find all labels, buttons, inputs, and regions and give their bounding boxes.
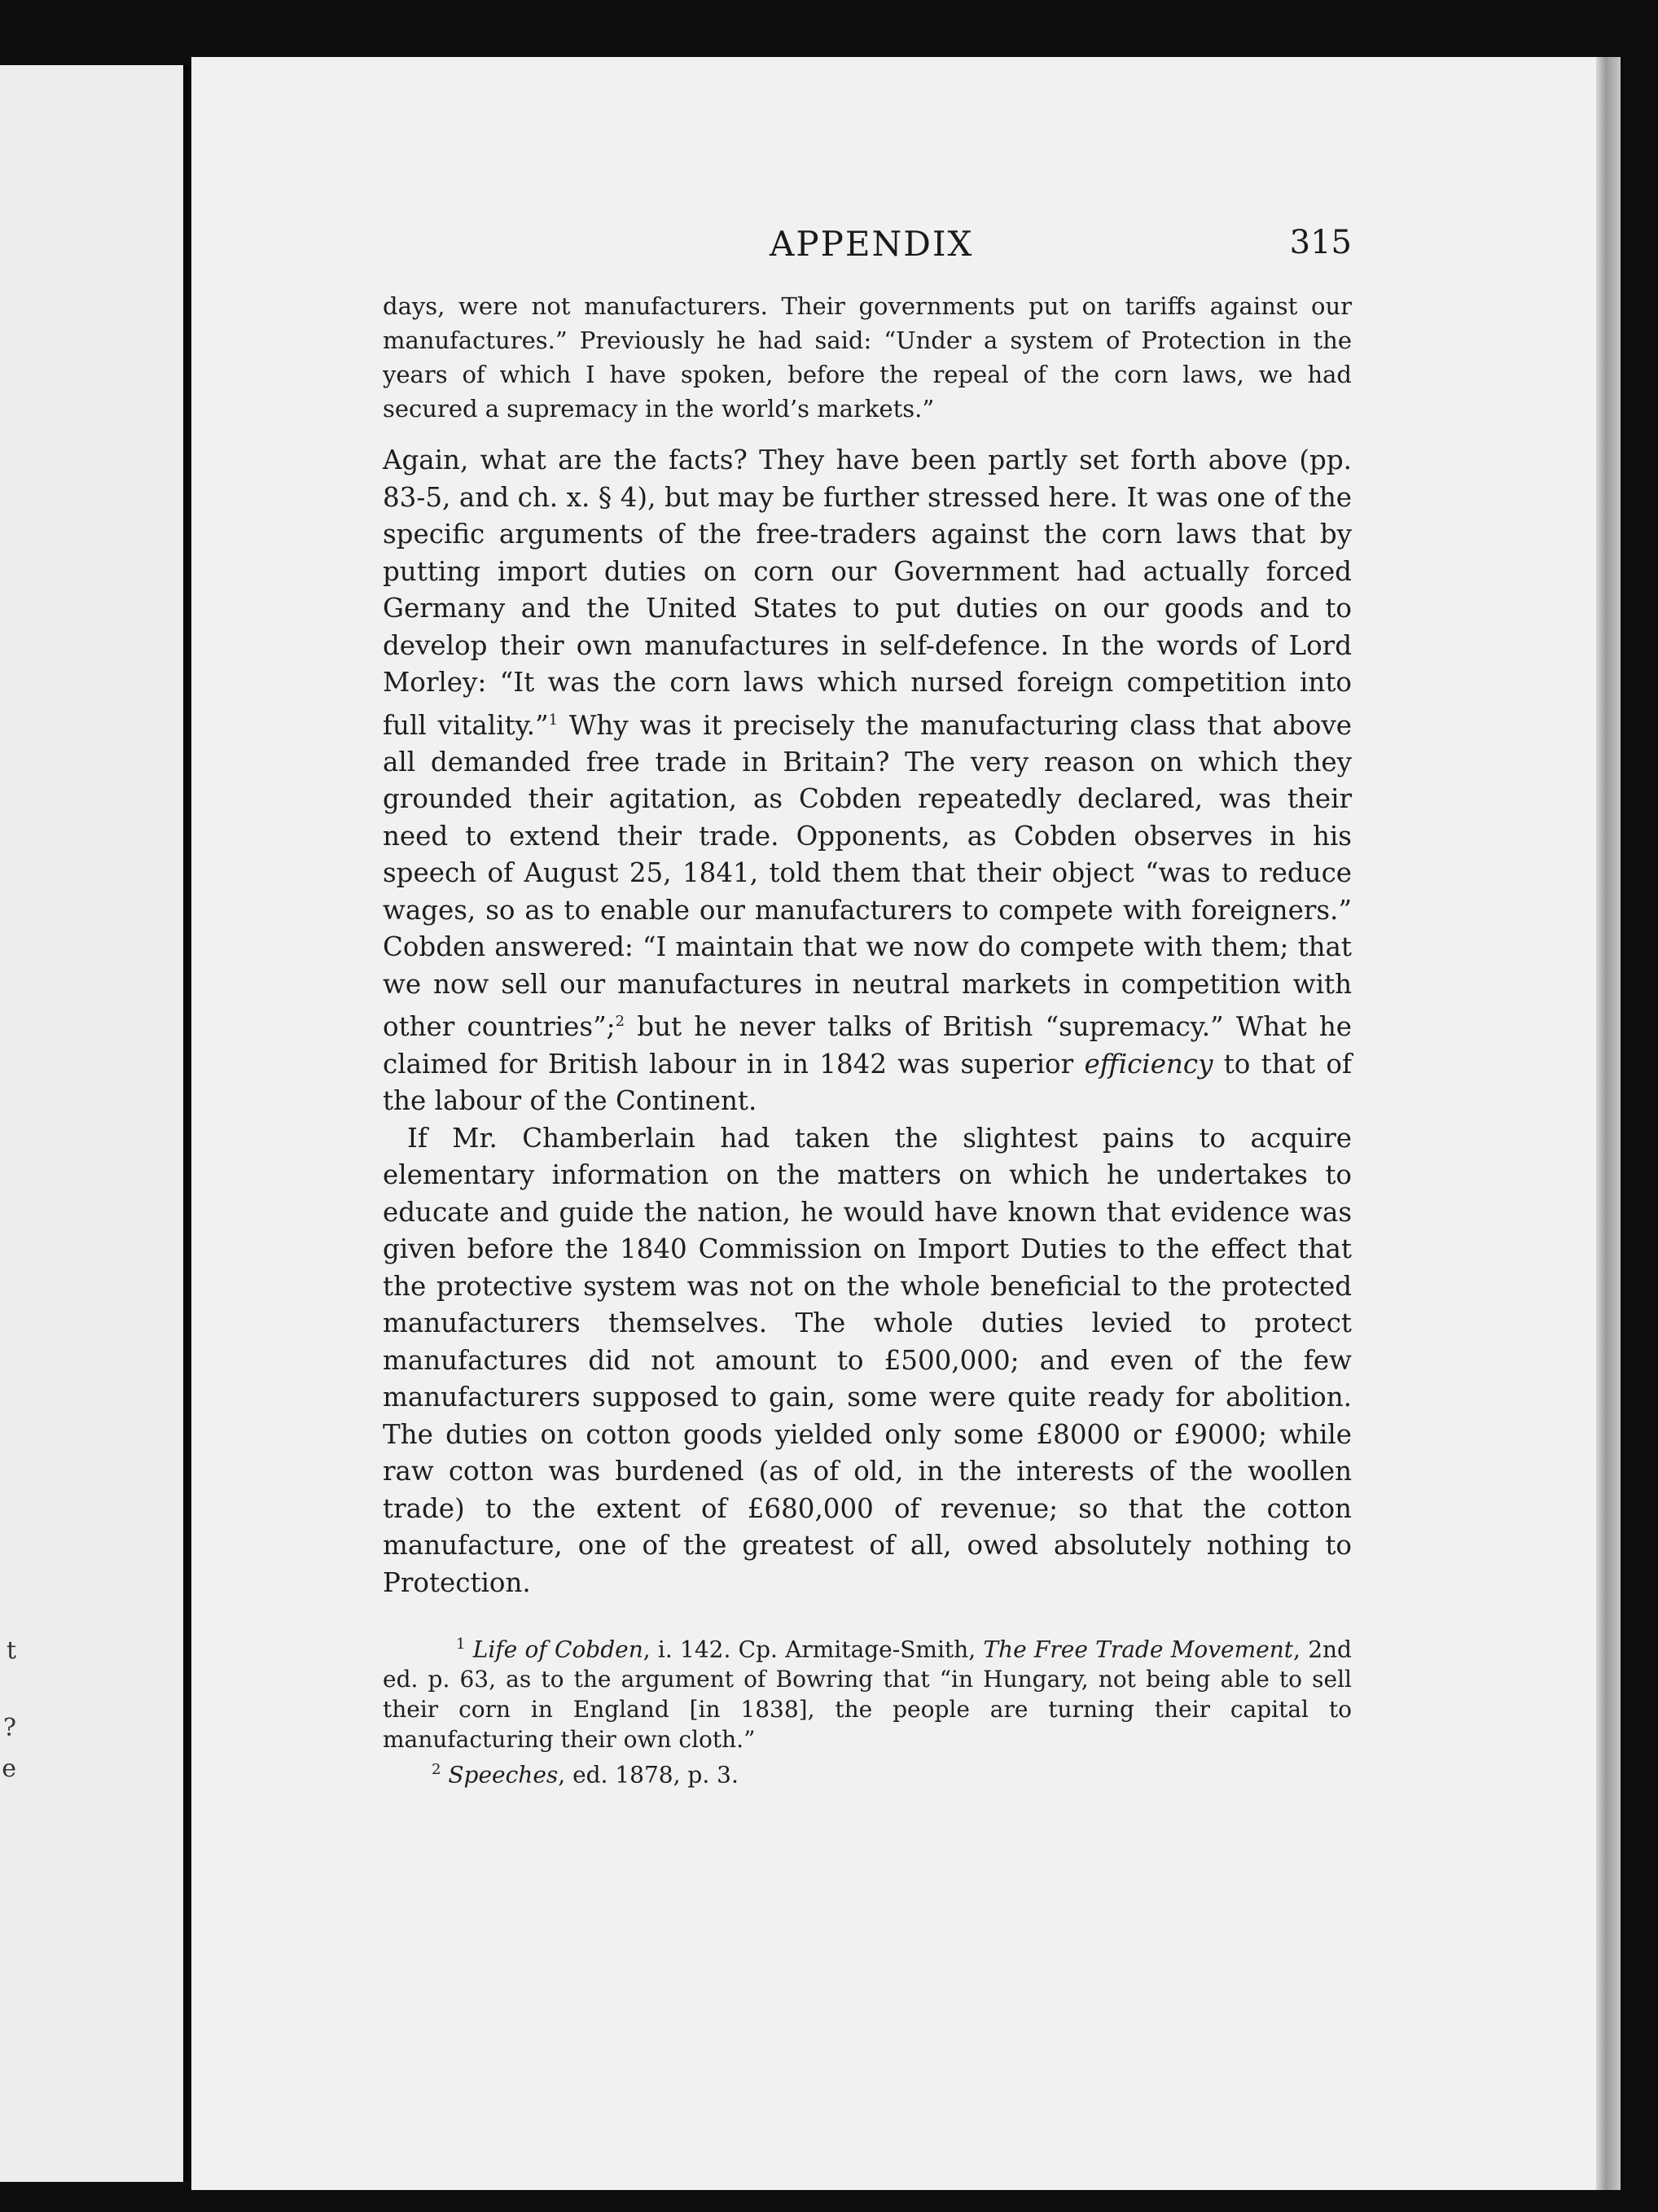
page-number: 315: [1289, 224, 1352, 261]
book-gutter: [183, 65, 191, 2182]
paragraph-text: Again, what are the facts? They have been partly set forth above (pp. 83-5, and ch. x. § 4), but may be further stressed here. It was one of the specific arguments of the free-traders against the corn laws that by putting import duties on corn our Government had actually forced Germany and the United States to put duties on our goods and to develop their own manufactures in self-defence. In the words of Lord Morley: “It was the corn laws which nursed foreign competition into full vitality.”: [383, 445, 1352, 741]
paragraph-chamberlain: If Mr. Chamberlain had taken the slightest pains to acquire elementary information on the matters on which he undertakes to educate and guide the nation, he would have known that evidence was given before the 1840 Commission on Import Duties to the effect that the protective system was not on the whole beneficial to the protected manufacturers themselves. The whole duties levied to protect manufactures did not amount to £500,000; and even of the few manufacturers supposed to gain, some were quite ready for abolition. The duties on cotton goods yielded only some £8000 or £9000; while raw cotton was burdened (as of old, in the interests of the woollen trade) to the extent of £680,000 of revenue; so that the cotton manufacture, one of the greatest of all, owed absolutely nothing to Protection.: [383, 1122, 1352, 1598]
footnote-title: Life of Cobden: [472, 1636, 643, 1663]
footnote-title: Speeches: [448, 1761, 559, 1789]
footnote-mark: 2: [432, 1761, 441, 1779]
footnote-ref-1: 1: [548, 711, 559, 729]
italic-word: efficiency: [1084, 1048, 1213, 1080]
footnote-text: , ed. 1878, p. 3.: [558, 1761, 739, 1789]
paragraph-again-facts: [383, 442, 1352, 1120]
running-head: [383, 224, 1352, 273]
footnote-ref-2: 2: [615, 1013, 625, 1031]
paragraph-text: Why was it precisely the manufacturing class that above all demanded free trade in Britain? The very reason on which they grounded their agitation, as Cobden repeatedly declared, was their need to extend their trade. Opponents, as Cobden observes in his speech of August 25, 1841, told them that their object “was to reduce wages, so as to enable our manufacturers to compete with foreigners.” Cobden answered: “I maintain that we now do compete with them; that we now sell our manufactures in neutral markets in competition with other countries”;: [383, 709, 1352, 1043]
running-head-title: APPENDIX: [770, 224, 974, 264]
left-page-edge: [0, 65, 183, 2182]
paragraph-text: to that of the labour of the Continent.: [383, 1048, 1352, 1117]
footnote-text: , 2nd ed. p. 63, as to the argument of Bowring that “in Hungary, not being able to sell their corn in England [in 1838], the people are turning their capital to manufacturing their own cloth.”: [383, 1636, 1352, 1754]
paragraph-text: but he never talks of British “supremacy.” What he claimed for British labour in in 1842 was superior: [383, 1011, 1352, 1080]
page-body: [383, 289, 1352, 1790]
footnote-mark: 1: [456, 1636, 466, 1654]
footnote-text: , i. 142. Cp. Armitage-Smith,: [643, 1636, 984, 1663]
footnote-title: The Free Trade Movement: [983, 1636, 1294, 1663]
left-margin-glyph: ?: [2, 1714, 16, 1742]
footnote-1: [383, 1629, 1352, 1754]
footnotes: [383, 1629, 1352, 1790]
left-margin-glyph: t: [6, 1636, 16, 1665]
page-edge-shadow: [1596, 57, 1621, 2190]
left-margin-glyph: e: [2, 1754, 16, 1783]
paragraph-continuation: days, were not manufacturers. Their governments put on tariffs against our manufactures.” Previously he had said: “Under a system of Protection in the years of which I have spoken, before the repeal of the corn laws, we had secured a supremacy in the world’s markets.”: [383, 292, 1352, 423]
footnote-2: [383, 1754, 1352, 1789]
